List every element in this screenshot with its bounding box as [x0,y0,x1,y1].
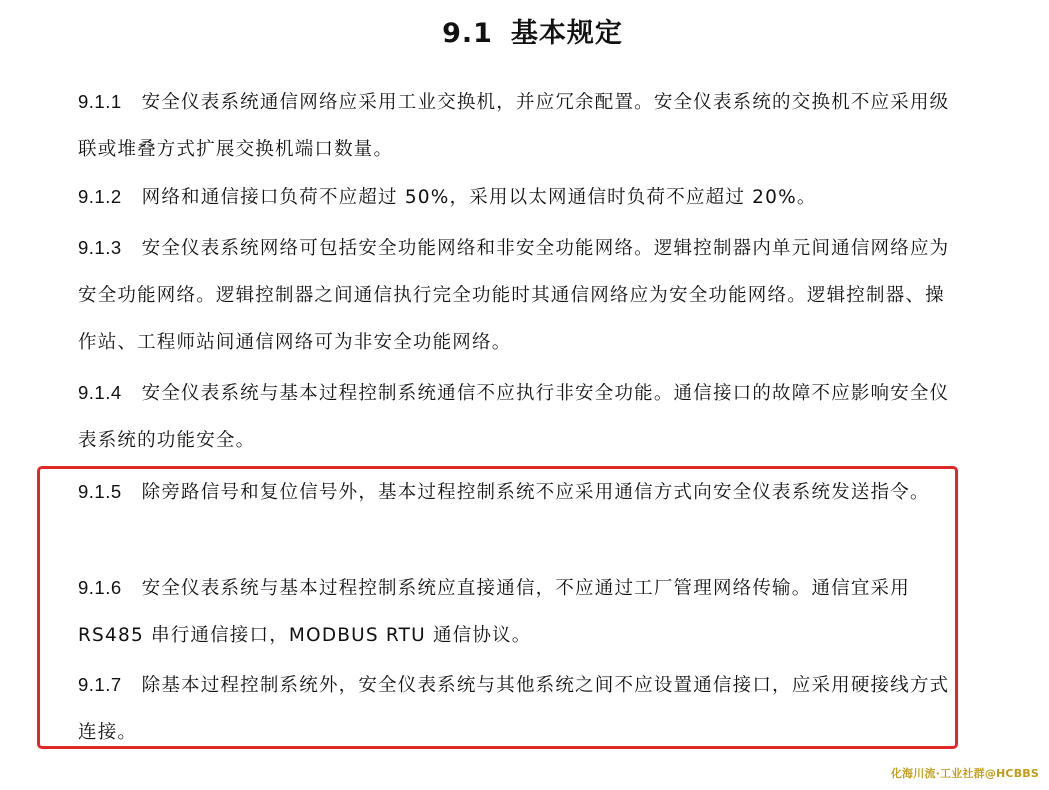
section-heading-text: 基本规定 [510,18,623,49]
section-number: 9.1 [442,18,493,49]
section-title [0,14,1049,54]
clause-number: 9.1.6 [78,577,122,598]
clause-9-1-4 [78,369,958,464]
clause-text: 除旁路信号和复位信号外，基本过程控制系统不应采用通信方式向安全仪表系统发送指令。 [141,482,930,503]
clause-text: 安全仪表系统与基本过程控制系统应直接通信，不应通过工厂管理网络传输。通信宜采用 RS485 串行通信接口，MODBUS RTU 通信协议。 [78,578,910,646]
clause-number: 9.1.3 [78,237,122,258]
clause-9-1-1 [78,78,958,173]
watermark: 化海川流·工业社群@HCBBS [890,767,1039,780]
clause-9-1-3 [78,224,958,366]
clause-text: 安全仪表系统与基本过程控制系统通信不应执行非安全功能。通信接口的故障不应影响安全仪表系统的功能安全。 [78,383,950,451]
clause-number: 9.1.7 [78,674,122,695]
clause-number: 9.1.2 [78,186,122,207]
clause-text: 网络和通信接口负荷不应超过 50%，采用以太网通信时负荷不应超过 20%。 [141,187,817,208]
clause-9-1-2 [78,173,958,221]
highlight-box [37,466,958,749]
clause-number: 9.1.5 [78,481,122,502]
clause-text: 除基本过程控制系统外，安全仪表系统与其他系统之间不应设置通信接口，应采用硬接线方式连接。 [78,675,950,743]
clause-text: 安全仪表系统网络可包括安全功能网络和非安全功能网络。逻辑控制器内单元间通信网络应为安全功能网络。逻辑控制器之间通信执行完全功能时其通信网络应为安全功能网络。逻辑控制器、操作站、工程师站间通信网络可为非安全功能网络。 [78,238,950,353]
clause-number: 9.1.4 [78,382,122,403]
clause-number: 9.1.1 [78,91,122,112]
clause-text: 安全仪表系统通信网络应采用工业交换机，并应冗余配置。安全仪表系统的交换机不应采用级联或堆叠方式扩展交换机端口数量。 [78,92,950,160]
